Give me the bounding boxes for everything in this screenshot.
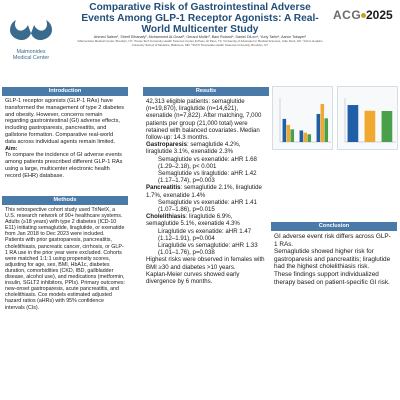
maimonides-logo [2, 18, 60, 61]
incidence-chart-svg [273, 92, 334, 150]
methods-paragraph: This retrospective cohort study used TriNetX, a U.S. research network of 90+ healthcare systems. Adults (≥18 years) with type 2 diabetes (ICD-10 E11) initiating semaglutide, liraglutide, or exenatide from Jan 2018 to Dec 2023 were included. Patients with prior gastroparesis, pancreatitis, cholelithiasis, pancreatic cancer, cirrhosis, or GLP-1 RA use in the prior year were excluded. Cohorts were matched 1:1:1 using propensity scores, adjusting for age, sex, BMI, HbA1c, diabetes duration, comorbidities (CKD, IBD, gallbladder disease, alcohol use), and medications (metformin, insulin, SGLT2 inhibitors, PPIs). Primary outcomes: new-onset gastroparesis, acute pancreatitis, and cholelithiasis. Cox models estimated adjusted hazard ratios (aHRs) with 95% confidence intervals (CIs). [5, 207, 126, 311]
acg-2025-logo [333, 6, 397, 28]
cholelithiasis-label: Cholelithiasis [146, 213, 186, 221]
results-subgroup: Highest risks were observed in females with BMI ≥30 and diabetes >10 years. [146, 256, 265, 271]
author-list: Ahmed Salem¹, Sherif Elhanafy², Mohammed Al-Onazi², Gerard Mullin³, Bani Roland⁴, Daniel DiLeo⁴, Yuriy Tarlin¹, Aaron Tokayer¹ [93, 35, 307, 39]
gastroparesis-comparison-2: Semaglutide vs liraglutide: aHR 1.42 (1.17–1.74), p=0.003 [158, 170, 257, 185]
incidence-chart [272, 86, 333, 150]
conclusion-point-1: GI adverse event risk differs across GLP-1 RAs. [274, 233, 391, 248]
gastroparesis-comparison-1: Semaglutide vs exenatide: aHR 1.68 (1.29–2.18), p< 0.001 [158, 155, 257, 170]
pancreatitis-text: : semaglutide 2.1%, liraglutide 1.7%, exenatide 1.4% [146, 184, 262, 199]
methods-heading: Methods [2, 196, 128, 205]
cholelithiasis-comparison-2: Liraglutide vs semaglutide: aHR 1.33 (1.01–1.76), p=0.038 [158, 242, 258, 257]
pancreatitis-comparison-1: Semaglutide vs exenatide: aHR 1.41 (1.07–1.86), p=0.015 [158, 198, 257, 214]
bar-g0-s0 [283, 119, 287, 142]
hazard-ratio-chart [337, 86, 398, 150]
introduction-paragraph: GLP-1 receptor agonists (GLP-1 RAs) have transformed the management of type 2 diabetes and obesity. However, concerns remain regarding gastrointestinal (GI) adverse effects, including gastroparesis, pancreatitis, and gallstone formation. Comparative real-world data across individual agents remain limited. [5, 98, 125, 145]
poster-title: Comparative Risk of Gastrointestinal Adverse Events Among GLP-1 Receptor Agonists: A Real-World Multicenter Study [81, 2, 319, 35]
results-intro: 42,313 eligible patients: semaglutide (n=19,870), liraglutide (n=14,621), exenatide (n=7,822). After matching, 7,000 patients per group (21,000 total) were retained with balanced covariates. Median follow-up: 14.3 months. [146, 98, 262, 142]
bar-g0-s0 [348, 105, 359, 142]
aim-text: To compare the incidence of GI adverse events among patients prescribed different GLP-1 RAs using a large, multicenter electronic health record (EHR) database. [5, 152, 123, 179]
logo-text: Maimonides Medical Center [12, 49, 50, 61]
cholelithiasis-text: : liraglutide 6.9%, semaglutide 5.1%, exenatide 4.3% [146, 213, 240, 228]
bar-g2-s2 [324, 118, 328, 142]
acg-year: 2025 [366, 8, 393, 22]
introduction-section [2, 87, 128, 182]
acg-letters: ACG [333, 8, 362, 22]
gastroparesis-label: Gastroparesis [146, 141, 187, 149]
introduction-heading: Introduction [2, 87, 128, 96]
cholelithiasis-comparison-1: Liraglutide vs exenatide: aHR 1.47 (1.12–1.91), p=0.004 [158, 227, 252, 242]
bar-g1-s0 [300, 130, 304, 142]
conclusion-point-2: Semaglutide showed higher risk for gastroparesis and pancreatitis; liraglutide had the highest cholelithiasis risk. [274, 248, 391, 271]
conclusion-section [271, 222, 397, 288]
bar-g2-s0 [382, 111, 393, 142]
hazard-ratio-chart-svg [338, 92, 399, 150]
results-section [143, 87, 269, 287]
poster-header [0, 0, 400, 61]
results-charts [272, 86, 398, 150]
results-kaplan-meier: Kaplan-Meier curves showed early divergence by 6 months. [146, 270, 240, 286]
aim-label: Aim: [5, 145, 18, 152]
bar-g1-s0 [365, 111, 376, 142]
results-heading: Results [143, 87, 269, 96]
gastroparesis-text: : semaglutide 4.2%, liraglutide 3.1%, exenatide 2.3% [146, 141, 241, 156]
affiliations: ¹Maimonides Medical Center, Brooklyn, NY; ²Texas Tech University Health Sciences Center El Paso, El Paso, TX; ³University of Arkansas for Medical Sciences, Little Rock, AR; ⁴Johns Hopkins University School of Medicine, Baltimore, MD; ⁵SUNY Downstate Health Sciences University, Brooklyn, NY [77, 39, 323, 47]
bar-g2-s1 [321, 104, 325, 142]
bar-g1-s2 [307, 134, 311, 142]
conclusion-heading: Conclusion [271, 222, 397, 231]
bar-g0-s2 [290, 129, 294, 142]
conclusion-point-3: These findings support individualized therapy based on patient-specific GI risk. [274, 270, 390, 286]
pancreatitis-label: Pancreatitis [146, 184, 181, 192]
methods-section [2, 196, 128, 313]
bar-g0-s1 [287, 125, 291, 142]
bar-g2-s0 [317, 114, 321, 142]
bar-g1-s1 [304, 133, 308, 142]
